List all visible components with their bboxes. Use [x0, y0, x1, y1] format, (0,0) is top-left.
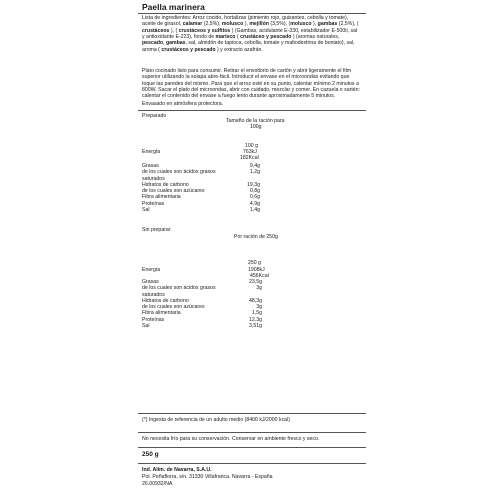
ingredient-text: (: [235, 34, 241, 41]
prepared-energy-label: Energía: [142, 149, 161, 155]
packaging-text: Envasado en atmósfera protectora.: [142, 101, 224, 107]
nutrition-label: [138, 0, 366, 500]
nutrient-value: 1,5g: [251, 310, 262, 317]
nutrient-label: de los cuales son azúcares: [142, 304, 205, 311]
storage-text: No necesita frío para su conservación. Conservar en ambiente fresco y seco.: [142, 436, 320, 442]
nutrient-label: de los cuales son ácidos grasos saturados: [142, 169, 216, 182]
allergen-text: mejillón: [249, 21, 269, 28]
ingredient-text: Lista de ingredientes: Arroz cocido, hortalizas (pimiento rojo, guisantes, cebolla y tomate), aceite de girasol,: [142, 15, 349, 28]
allergen-text: marisco: [215, 34, 236, 41]
ingredient-text: ) (aromas naturales,: [291, 34, 340, 41]
divider: [138, 432, 366, 433]
company-name: Ind. Alim. de Navarra, S.A.U.: [142, 467, 212, 473]
prepared-heading: Preparado: [142, 113, 167, 119]
divider: [138, 463, 366, 464]
ingredient-text: ), (: [169, 27, 179, 34]
unprepared-heading: Sin preparar: [142, 227, 171, 233]
nutrient-value: 9,4g: [249, 163, 260, 169]
nutrient-value: 19,3g: [247, 181, 260, 188]
nutrient-value: 48,3g: [249, 297, 262, 304]
allergen-text: molusco: [221, 21, 244, 28]
preparation-text: Plato cocinado listo para consumir. Retirar el envoltorio de cartón y abrir ligeramente el film superior utilizando la solapa abre-fácil. Introducir el envase en el microondas evitando que toque las paredes del mismo. Para que el arroz esté en su punto, calentar mínimo 2 minutos a 800W. Sacar el plato del microondas, abrir con cuidado, mezclar y comer. En cazuela o sartén: calentar el contenido del envase a fuego lento durante aproximadamente 5 minutos.: [142, 68, 360, 100]
unprepared-energy-kcal: 456Kcal: [250, 273, 269, 279]
allergen-text: gambas: [165, 40, 186, 47]
nutrient-value: 3,51g: [249, 323, 262, 329]
prepared-energy-kcal: 182Kcal: [240, 155, 259, 161]
divider: [138, 413, 366, 414]
nutrient-label: Sal: [142, 207, 150, 213]
unprepared-col-header: Por ración de 250g: [234, 234, 278, 240]
unprepared-value-header: 250 g: [248, 260, 261, 266]
net-weight: 250 g: [142, 451, 159, 458]
divider: [138, 13, 366, 14]
nutrient-label: Proteínas: [142, 200, 165, 207]
allergen-text: pescado: [142, 40, 164, 47]
nutrient-value: 1,4g: [249, 207, 260, 213]
ingredient-text: (2,5%), (: [337, 21, 359, 28]
nutrient-label: Hidratos de carbono: [142, 181, 189, 188]
nutrient-value: 23,5g: [249, 279, 262, 285]
divider: [138, 110, 366, 111]
nutrient-label: Grasas: [142, 163, 159, 169]
nutrient-value: 12,3g: [249, 316, 262, 323]
ingredient-text: ),: [243, 21, 250, 28]
registration-number: 26.00932/NA: [142, 481, 173, 487]
ingredient-text: ,: [163, 40, 166, 47]
ingredient-text: , sal, almidón de tapioca, cebolla, tomate y maltodextrina de boniato), sal, aroma (: [142, 40, 355, 53]
ingredient-text: (3,5%), (: [268, 21, 291, 28]
prepared-energy-kj: 763kJ: [243, 149, 257, 155]
nutrient-value: 0,6g: [249, 194, 260, 201]
footnote: (*) Ingesta de referencia de un adulto medio (8400 kJ/2000 kcal): [142, 417, 290, 423]
ingredient-text: ) (Gambas, acidulante E-330, estabilizador E-500ii, sal y antioxidante E-223), fondo de: [142, 27, 358, 41]
nutrient-label: Hidratos de carbono: [142, 297, 189, 304]
allergen-text: crustáceos y sulfitos: [178, 27, 231, 34]
product-title: Paella marinera: [142, 2, 205, 12]
nutrient-value: 1,2g: [249, 169, 260, 176]
nutrient-label: Sal: [142, 323, 150, 329]
unprepared-energy-label: Energía: [142, 267, 161, 273]
divider: [138, 447, 366, 448]
allergen-text: crustáceos: [142, 27, 170, 34]
ingredients-text: [142, 15, 360, 53]
ingredient-text: ) y extracto azafrán.: [215, 46, 263, 53]
allergen-text: gambas: [317, 21, 338, 28]
allergen-text: calamar: [182, 21, 203, 28]
nutrient-value: 0,8g: [249, 188, 260, 195]
ingredient-text: ),: [311, 21, 318, 28]
nutrient-label: Fibra alimentaria: [142, 310, 181, 317]
nutrient-label: Proteínas: [142, 316, 165, 323]
ingredient-text: (2,5%),: [202, 21, 222, 28]
prepared-col-header2: 100g: [250, 124, 262, 130]
nutrient-label: Grasas: [142, 279, 159, 285]
allergen-text: crustáceo y pescado: [240, 34, 292, 41]
allergen-text: molusco: [290, 21, 312, 28]
nutrient-value: 4,9g: [249, 200, 260, 207]
prepared-col-header: Tamaño de la ración para: [226, 118, 285, 124]
nutrient-label: de los cuales son azúcares: [142, 188, 205, 195]
nutrient-label: de los cuales son ácidos grasos saturados: [142, 285, 216, 298]
prepared-value-header: 100 g: [245, 143, 258, 149]
unprepared-energy-kj: 1908kJ: [248, 267, 265, 273]
company-address: Pol. Peñaflorra, s/n. 31330 Villafranca. Navarra - España: [142, 474, 273, 480]
nutrient-value: 3g: [256, 304, 262, 311]
allergen-text: crustáceos y pescado: [161, 46, 216, 53]
nutrient-label: Fibra alimentaria: [142, 194, 181, 201]
nutrient-value: 3g: [256, 285, 262, 292]
